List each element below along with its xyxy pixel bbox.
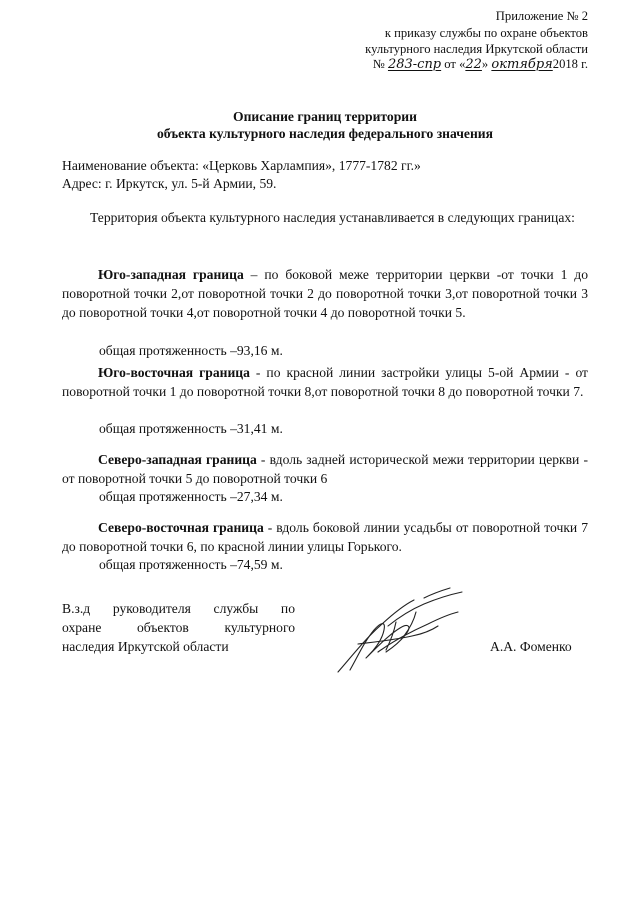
object-address: Адрес: г. Иркутск, ул. 5-й Армии, 59. <box>62 176 277 191</box>
boundary-southeast-length: общая протяженность –31,41 м. <box>99 421 283 436</box>
boundary-southeast-name: Юго-восточная граница <box>98 365 250 380</box>
boundary-northwest-length: общая протяженность –27,34 м. <box>99 489 283 504</box>
signatory-position-line3: наследия Иркутской области <box>62 639 229 654</box>
signatory-name: А.А. Фоменко <box>490 639 572 654</box>
boundary-southeast <box>62 363 588 401</box>
order-number-prefix: № <box>372 57 388 71</box>
boundary-southeast-desc: - по красной линии застройки улицы 5-ой Армии - от поворотной точки 1 до поворотной точки 8,от поворотной точки 8 до поворотной точки 7. <box>62 365 588 399</box>
boundary-northeast-desc: - вдоль боковой линии усадьбы от поворотной точки 7 до поворотной точки 6, по красной линии улицы Горького. <box>62 520 588 554</box>
boundary-northwest-name: Северо-западная граница <box>98 452 257 467</box>
signatory-position <box>62 599 295 656</box>
boundary-southwest <box>62 265 588 322</box>
intro-paragraph: Территория объекта культурного наследия устанавливается в следующих границах: <box>90 210 575 225</box>
boundary-northeast-length: общая протяженность –74,59 м. <box>99 557 283 572</box>
order-date-from: от « <box>441 57 466 71</box>
order-month-handwritten: октября <box>491 57 553 72</box>
boundary-southwest-length: общая протяженность –93,16 м. <box>99 343 283 358</box>
order-number-line <box>320 56 588 90</box>
document-title-line1: Описание границ территории <box>233 109 417 124</box>
object-name: Наименование объекта: «Церковь Харлампия», 1777-1782 гг.» <box>62 158 421 173</box>
annex-order-line: к приказу службы по охране объектов <box>384 26 588 40</box>
signatory-position-line1: В.з.д руководителя службы по <box>62 601 295 616</box>
boundary-southwest-name: Юго-западная граница <box>98 267 244 282</box>
order-number-handwritten: 283-спр <box>387 57 442 72</box>
order-year: 2018 г. <box>552 57 588 71</box>
signatory-position-line2: охране объектов культурного <box>62 620 295 635</box>
boundary-northwest <box>62 450 588 488</box>
boundary-northeast-name: Северо-восточная граница <box>98 520 264 535</box>
boundary-southwest-desc: – по боковой меже территории церкви -от точки 1 до поворотной точки 2,от поворотной точки 2 до поворотной точки 3,от поворотной точки 3 до поворотной точки 4,от поворотной точки 4 до поворотной точки 5. <box>62 267 588 320</box>
annex-number: Приложение № 2 <box>495 9 588 23</box>
boundary-northeast <box>62 518 588 556</box>
document-title-line2: объекта культурного наследия федерального значения <box>157 126 493 141</box>
order-date-close: » <box>481 57 492 71</box>
handwritten-signature <box>328 582 468 682</box>
order-day-handwritten: 22 <box>465 57 482 72</box>
annex-authority-line: культурного наследия Иркутской области <box>365 42 588 56</box>
boundary-northwest-desc: - вдоль задней исторической межи территории церкви - от поворотной точки 5 до поворотной точки 6 <box>62 452 588 486</box>
